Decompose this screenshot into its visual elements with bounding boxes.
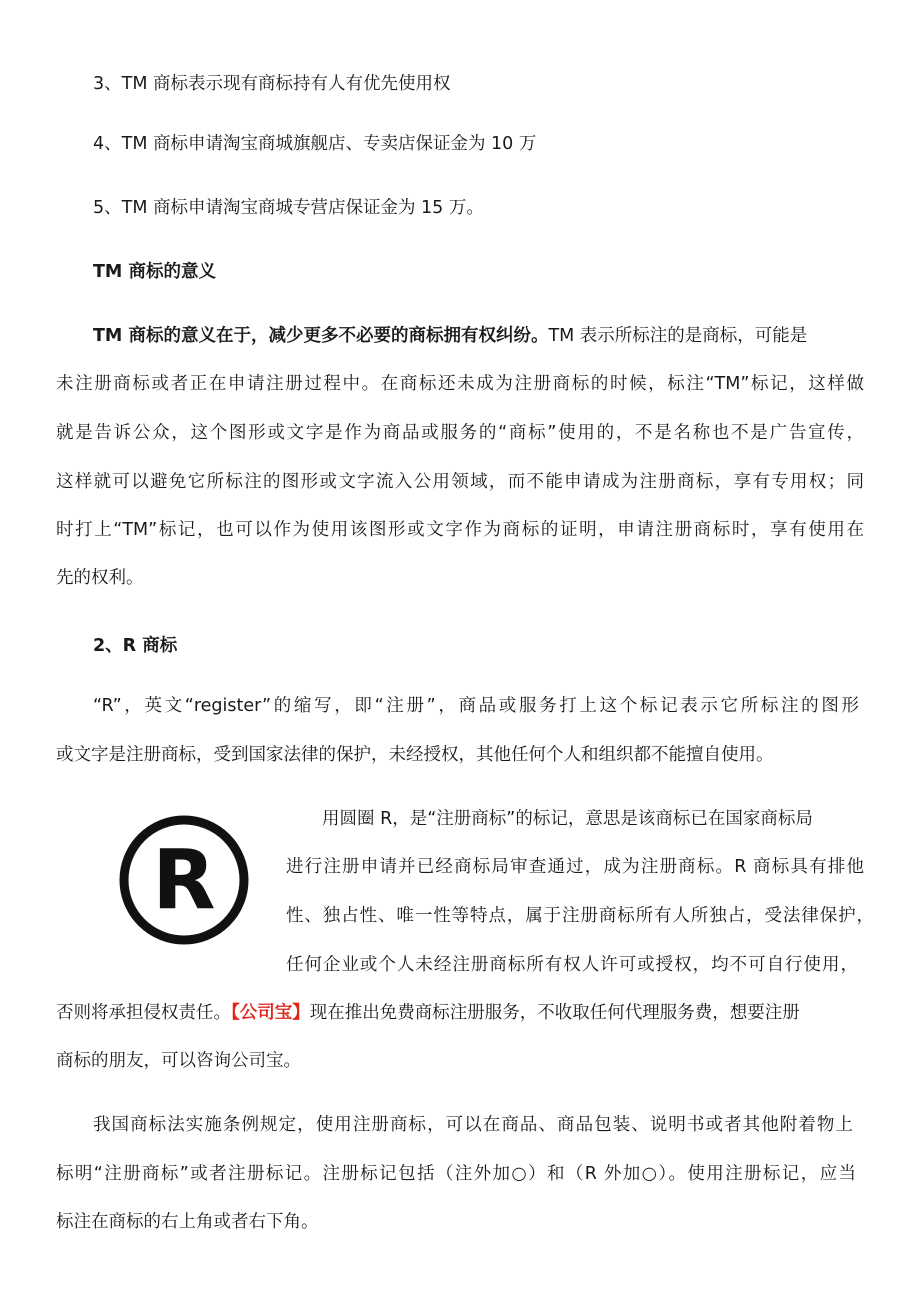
brand-highlight: 【公司宝】: [231, 1003, 310, 1023]
section-heading-r-mark: 2、R 商标: [93, 636, 178, 656]
paragraph-line: 或文字是注册商标，受到国家法律的保护，未经授权，其他任何个人和组织都不能擅自使用。: [56, 745, 774, 765]
wrap-line: 进行注册申请并已经商标局审查通过，成为注册商标。R 商标具有排他: [286, 857, 864, 877]
paragraph-line: 标明“注册商标”或者注册标记。注册标记包括（注外加○）和（R 外加○）。使用注册标记，应当: [56, 1164, 856, 1184]
paragraph-text: TM 表示所标注的是商标，可能是: [548, 326, 808, 346]
section-heading-tm-meaning: TM 商标的意义: [93, 262, 216, 282]
lead-statement: TM 商标的意义在于，减少更多不必要的商标拥有权纠纷。: [93, 326, 549, 346]
paragraph-line: 先的权利。: [56, 568, 144, 588]
paragraph-line: “R”，英文“register”的缩写，即“注册”，商品或服务打上这个标记表示它所标注的图形: [93, 696, 859, 716]
paragraph-line: 我国商标法实施条例规定，使用注册商标，可以在商品、商品包装、说明书或者其他附着物上: [93, 1115, 853, 1135]
wrap-line: 性、独占性、唯一性等特点，属于注册商标所有人所独占，受法律保护，: [286, 906, 874, 926]
paragraph-line: 商标的朋友，可以咨询公司宝。: [56, 1051, 301, 1071]
wrap-line: 任何企业或个人未经注册商标所有权人许可或授权，均不可自行使用，: [286, 955, 858, 975]
list-item-5: 5、TM 商标申请淘宝商城专营店保证金为 15 万。: [93, 198, 484, 218]
list-item-3: 3、TM 商标表示现有商标持有人有优先使用权: [93, 74, 451, 94]
promo-text: 现在推出免费商标注册服务，不收取任何代理服务费，想要注册: [309, 1003, 800, 1023]
paragraph-line: [93, 324, 807, 348]
list-item-4: 4、TM 商标申请淘宝商城旗舰店、专卖店保证金为 10 万: [93, 134, 537, 154]
paragraph-line: 标注在商标的右上角或者右下角。: [56, 1212, 319, 1232]
logo-letter: R: [152, 833, 216, 928]
paragraph-line: 时打上“TM”标记，也可以作为使用该图形或文字作为商标的证明，申请注册商标时，享有使用在: [56, 520, 864, 540]
paragraph-line: 这样就可以避免它所标注的图形或文字流入公用领域，而不能申请成为注册商标，享有专用权；同: [56, 472, 864, 492]
registered-trademark-logo: [104, 800, 264, 960]
registered-circle-icon: [104, 800, 264, 960]
wrap-line: 用圆圈 R，是“注册商标”的标记，意思是该商标已在国家商标局: [322, 809, 813, 829]
promo-line: [56, 1001, 800, 1025]
promo-text: 否则将承担侵权责任。: [56, 1003, 231, 1023]
paragraph-line: 就是告诉公众，这个图形或文字是作为商品或服务的“商标”使用的，不是名称也不是广告宣传，: [56, 423, 864, 443]
paragraph-line: 未注册商标或者正在申请注册过程中。在商标还未成为注册商标的时候，标注“TM”标记，这样做: [56, 374, 864, 394]
